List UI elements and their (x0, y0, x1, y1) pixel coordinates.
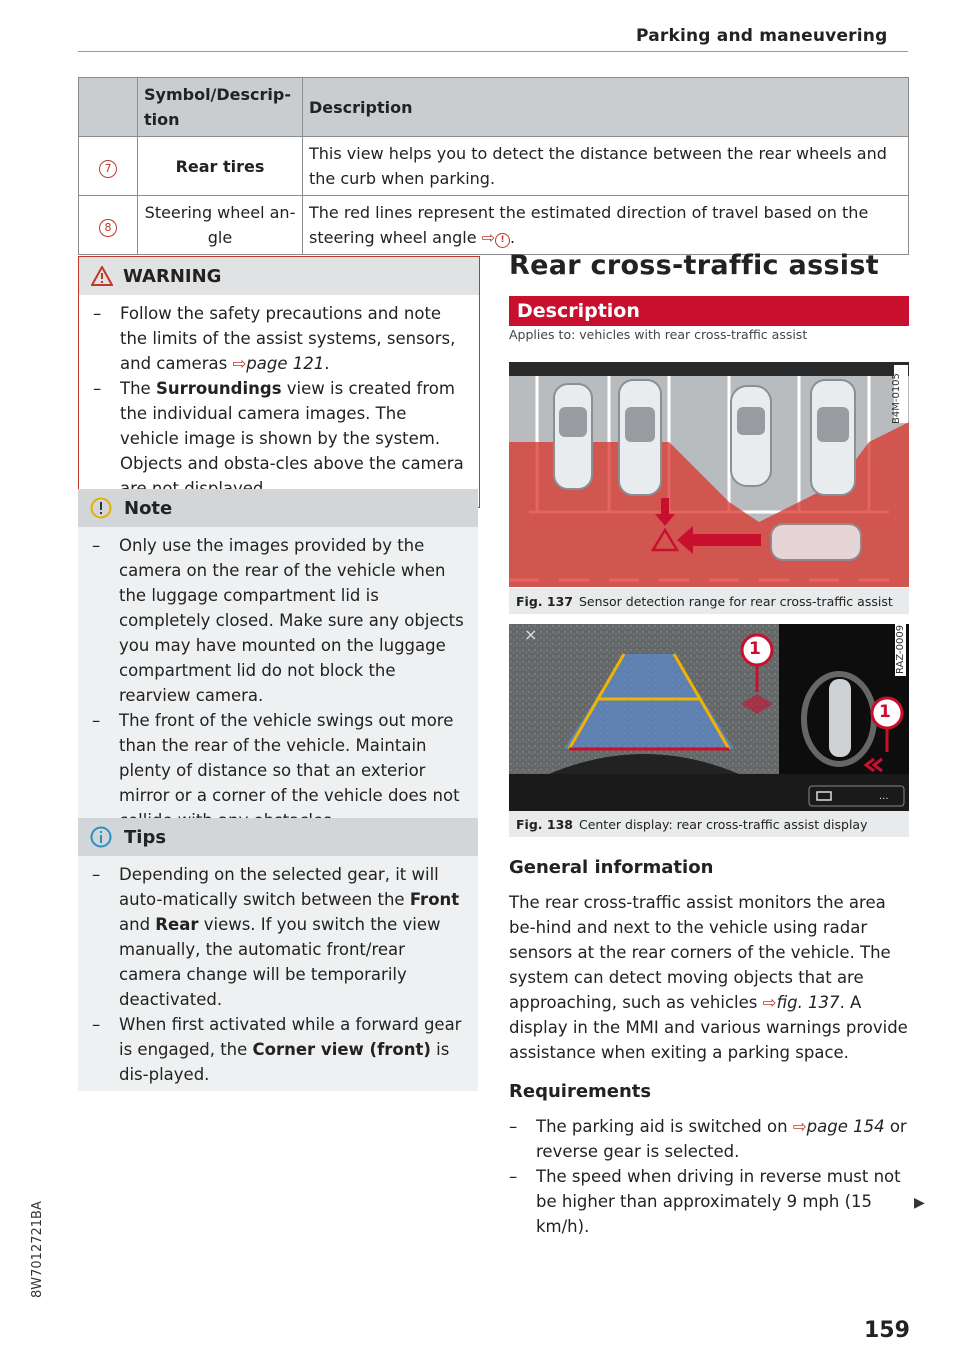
list-item: – Only use the images provided by the camera on the rear of the vehicle when the luggage compartment lid is completely closed. Make sure any objects you may have mounted on the luggage compartment lid do not block the rearview camera. (92, 533, 464, 708)
symbol-name: Steering wheel an- gle (138, 196, 303, 255)
tips-title: Tips (124, 826, 167, 848)
applies-to-note: Applies to: vehicles with rear cross-traffic assist (509, 327, 808, 342)
callout-number: 8 (99, 219, 117, 237)
header-rule (78, 51, 908, 52)
list-item: – The front of the vehicle swings out more than the rear of the vehicle. Maintain plenty of distance so that an exterior mirror or a corner of the vehicle does not (92, 708, 464, 833)
figure-caption: Fig. 138 Center display: rear cross-traffic assist display (509, 811, 909, 837)
table-header-row (79, 78, 909, 137)
cross-reference-arrow[interactable]: ⇨ (232, 354, 247, 373)
table-row (79, 196, 909, 255)
svg-text:×: × (524, 625, 538, 644)
center-display-illustration (509, 624, 909, 811)
figure-137 (509, 362, 909, 587)
general-information-text: The rear cross-traffic assist monitors the area be-hind and next to the vehicle using radar sensors at the rear corners of the vehicle. The system can detect moving objects that are approaching, such as vehicles ⇨fig. 137. A display in the MMI and various warnings provide assistance when exiting a parking space. (509, 893, 908, 1062)
requirements-heading: Requirements (509, 1081, 652, 1102)
note-exclamation-icon (90, 497, 112, 519)
figure-code: RAZ-0009 (895, 624, 906, 674)
tips-box (78, 818, 478, 1091)
page-reference[interactable]: page 121 (246, 354, 325, 373)
callout-marker: 1 (879, 702, 891, 722)
continued-arrow-icon: ▶ (914, 1195, 925, 1211)
running-header: Parking and maneuvering (636, 26, 888, 46)
col-header-symbol: Symbol/Descrip- tion (138, 78, 303, 137)
section-heading: Rear cross-traffic assist (509, 250, 879, 281)
figure-138 (509, 624, 909, 811)
requirements-list (509, 1114, 909, 1239)
cross-reference-arrow[interactable]: ⇨ (762, 993, 777, 1012)
list-item: – The speed when driving in reverse must not be higher than approximately 9 mph (15 km/h). (509, 1164, 909, 1239)
cross-reference-arrow[interactable]: ⇨ (481, 228, 496, 247)
list-item: – The parking aid is switched on ⇨page 154 or reverse gear is selected. (509, 1114, 909, 1164)
list-item: – The Surroundings view is created from the individual camera images. The vehicle image is shown by the system. Objects and obsta-cles above the camera (93, 376, 465, 501)
symbol-description: This view helps you to detect the distance between the rear wheels and the curb when parking. (303, 137, 909, 196)
svg-text:···: ··· (879, 794, 889, 805)
table-row (79, 137, 909, 196)
warning-triangle-icon (91, 266, 113, 286)
note-title: Note (124, 497, 173, 519)
figure-reference[interactable]: fig. 137 (776, 993, 840, 1012)
symbol-table (78, 77, 909, 255)
info-icon (90, 826, 112, 848)
callout-number: 7 (99, 160, 117, 178)
note-box (78, 489, 478, 835)
symbol-name: Rear tires (138, 137, 303, 196)
col-header-description: Description (303, 78, 909, 137)
list-item: – Depending on the selected gear, it will auto-matically switch between the Front and Rear views. If you switch the view manually, the automatic front/rear camera change will be temporarily deactivated. (92, 862, 464, 1012)
warning-box (78, 256, 480, 508)
list-item: – When first activated while a forward gear is engaged, the Corner view (front) is dis-played. (92, 1012, 464, 1087)
callout-marker: 1 (749, 639, 761, 659)
symbol-description: The red lines represent the estimated direction of travel based on the steering wheel angle ⇨ ! . (303, 196, 909, 255)
page-number: 159 (864, 1318, 910, 1343)
figure-caption: Fig. 137 Sensor detection range for rear cross-traffic assist (509, 588, 909, 614)
cross-reference-arrow[interactable]: ⇨ (792, 1117, 807, 1136)
list-item: – Follow the safety precautions and note the limits of the assist systems, sensors, and cameras ⇨page 121. (93, 301, 465, 376)
parking-illustration (509, 362, 909, 587)
document-code: 8W7012721BA (30, 1201, 45, 1298)
warning-title: WARNING (123, 265, 222, 287)
general-information-heading: General information (509, 857, 714, 878)
page-reference[interactable]: page 154 (806, 1117, 885, 1136)
subsection-bar: Description (509, 296, 909, 326)
note-ref-icon[interactable]: ! (495, 233, 510, 248)
figure-code: B4M-0105 (891, 373, 902, 424)
